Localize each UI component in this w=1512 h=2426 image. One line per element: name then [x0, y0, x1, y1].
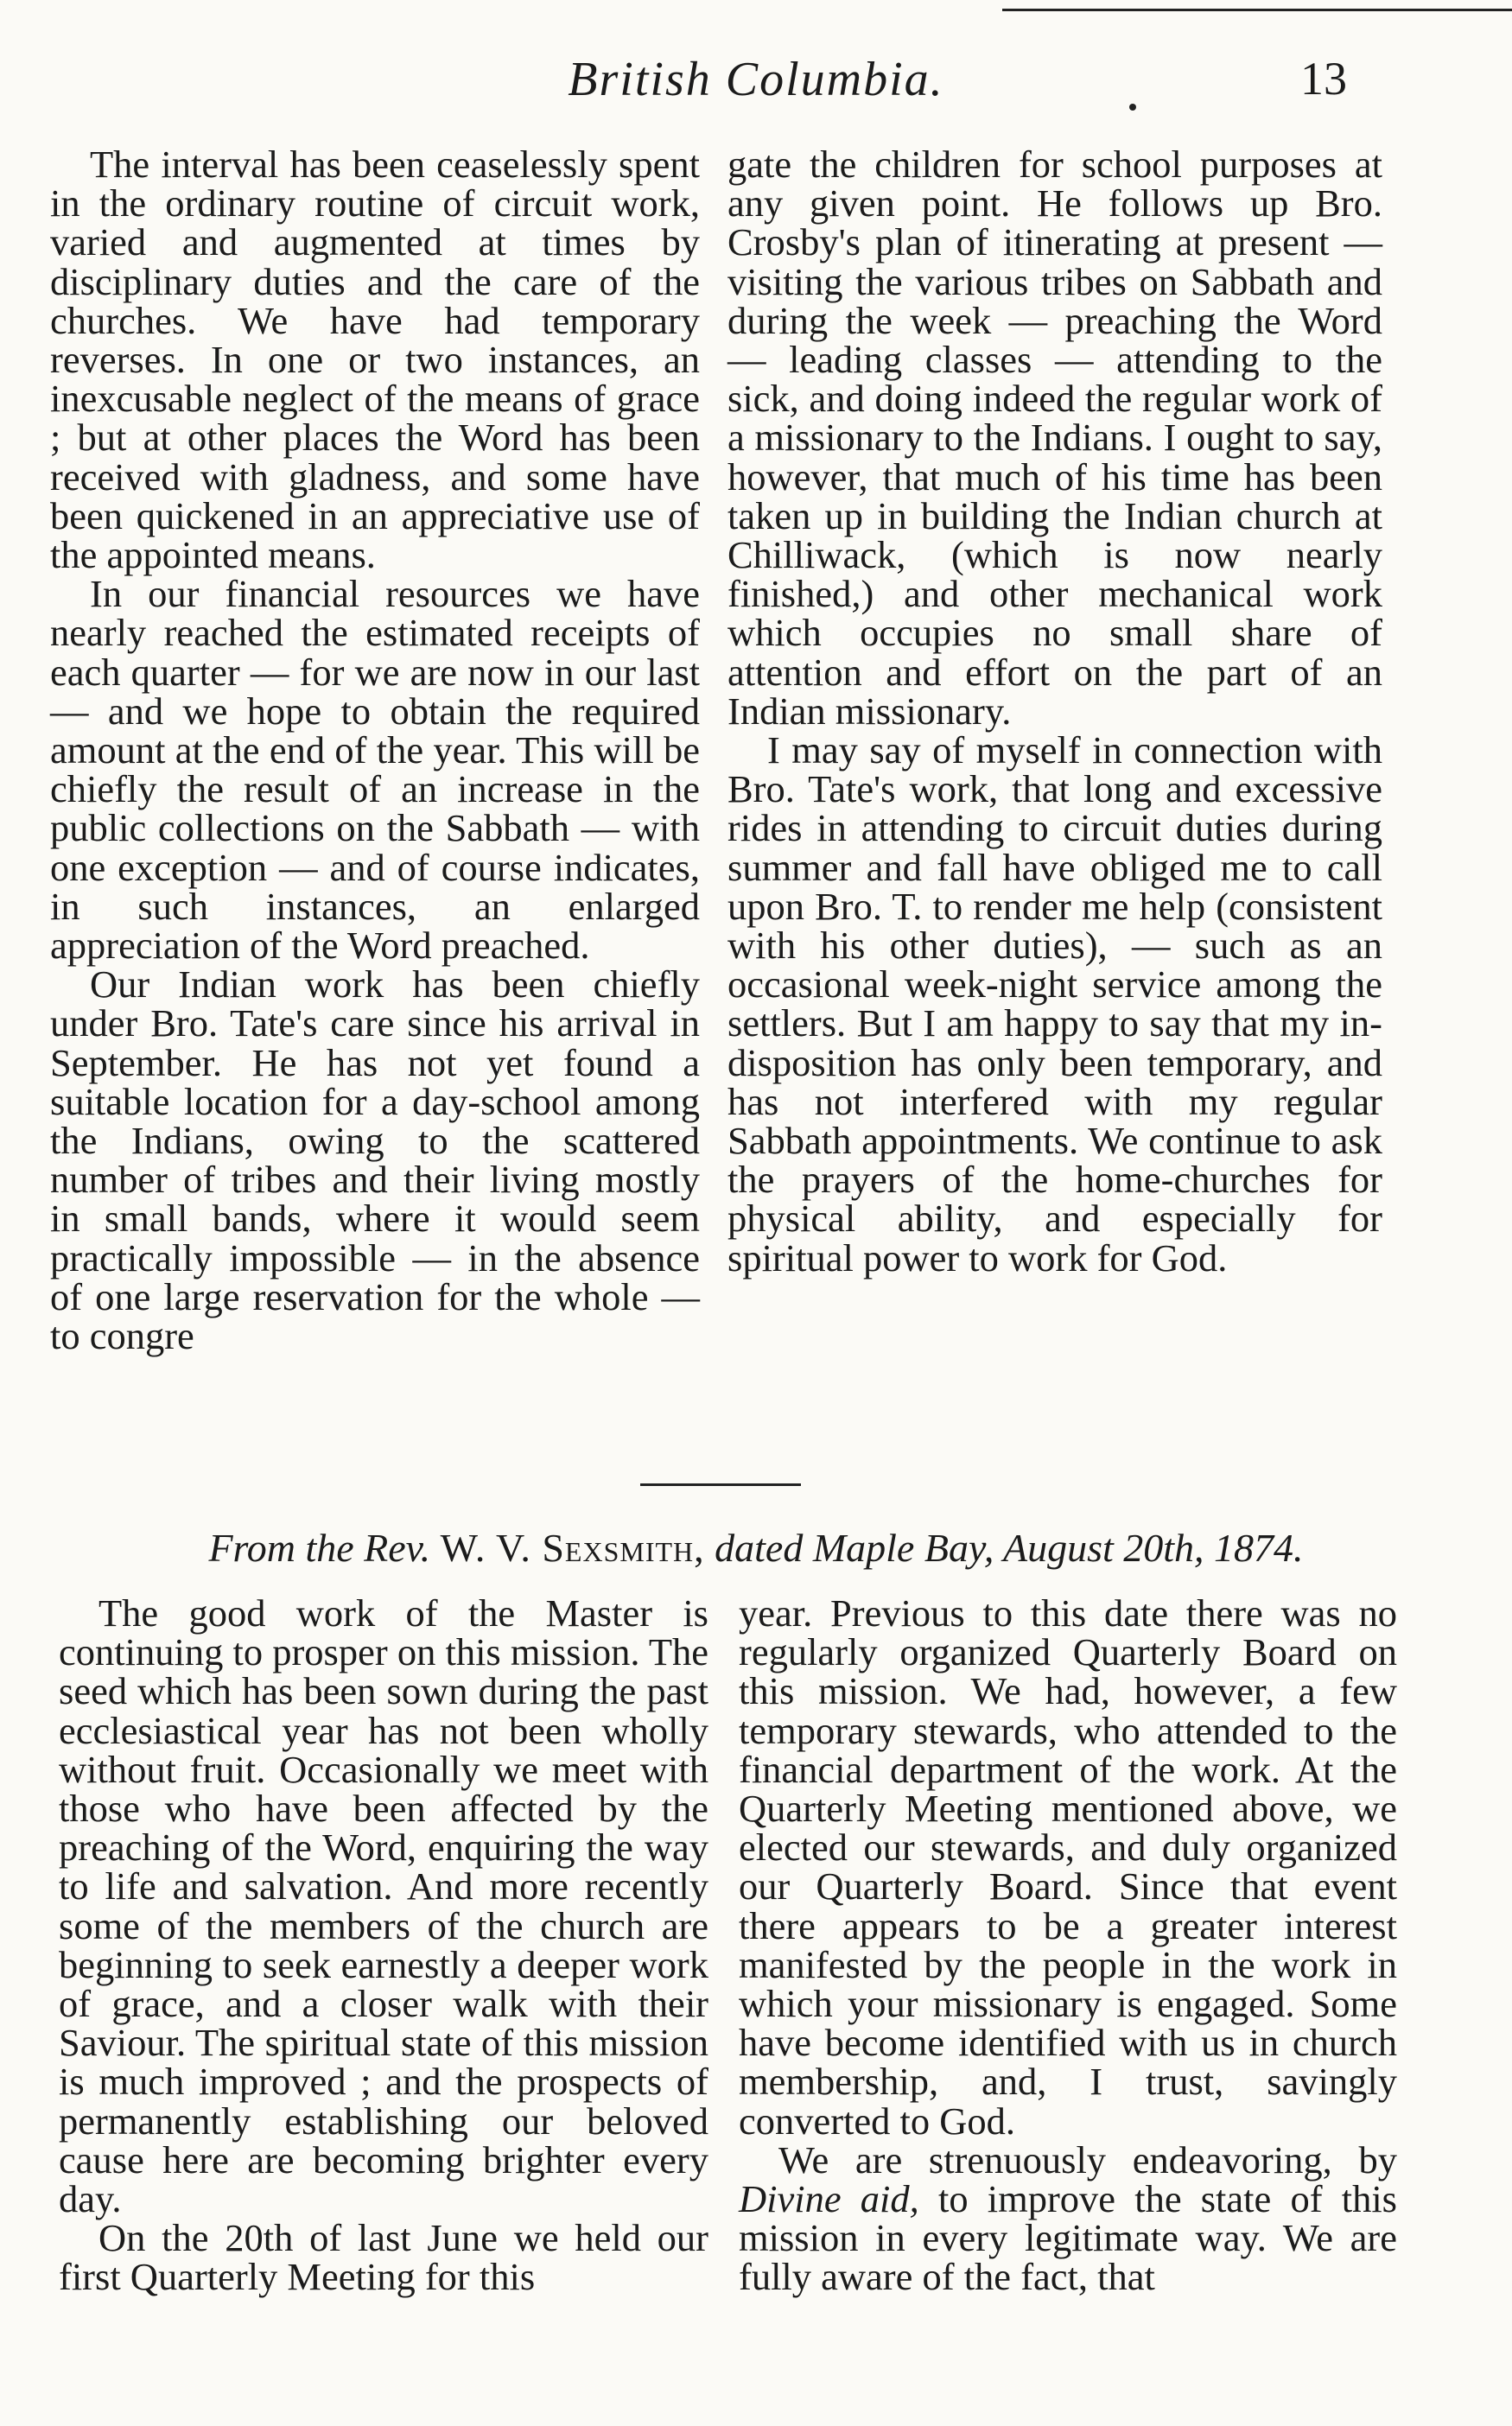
byline-from: From the Rev.: [208, 1526, 431, 1570]
article2-paragraph-2-end: year. Previous to this date there was no regularly organized Quarterly Board on this mission. We had, however, a few temporary stewards, who attended to the financial department of the work. At the Quarterly Meeting mentioned above, we elected our stewards, and duly organized our Quarterly Board. Since that event there appears to be a greater interest manifested by the people in the work in which your missionary is engaged. Some have become identified with us in church membership, and, I trust, savingly converted to God.: [739, 1591, 1397, 2143]
article1-column-right: [727, 145, 1382, 1278]
top-rule: [1002, 9, 1512, 11]
article2-column-right: [739, 1591, 1397, 2299]
article1-paragraph-4: I may say of myself in connection with Bro. Tate's work, that long and excessive rides in attending to circuit duties during summer and fall have obliged me to call upon Bro. T. to render me help (consistent with his other duties), — such as an occasional week-night service among the settlers. But I am happy to say that my indisposition has only been temporary, and has not interfered with my regular Sabbath appointments. We continue to ask the prayers of the home-churches for physical ability, and especially for spiritual power to work for God.: [727, 728, 1382, 1280]
running-title: British Columbia.: [568, 53, 944, 106]
article2-paragraph-3-rest: to improve the state of this mission in every legitimate way. We are fully aware of the fact, that: [739, 2177, 1397, 2299]
article2-divine-aid: Divine aid,: [739, 2177, 919, 2221]
section-divider: [640, 1483, 801, 1486]
article2-paragraph-1: The good work of the Master is continuing to prosper on this mission. The seed which has been sown during the past ecclesiastical year has not been wholly without fruit. Occasionally we meet with those who have been affected by the preaching of the Word, enquiring the way to life and salvation. And more recently some of the members of the church are beginning to seek earnestly a deeper work of grace, and a closer walk with their Saviour. The spiritual state of this mission is much improved ; and the prospects of permanently establishing our beloved cause here are becoming brighter every day.: [59, 1591, 708, 2221]
article1-paragraph-1: The interval has been ceaselessly spent in the ordinary routine of circuit work, varied and augmented at times by disciplinary duties and the care of the churches. We have had temporary reverses. In one or two instances, an inexcusable neglect of the means of grace ; but at other places the Word has been received with gladness, and some have been quickened in an appreciative use of the appointed means.: [50, 143, 700, 577]
article1-paragraph-2: In our financial resources we have nearly reached the estimated receipts of each quarter — for we are now in our last — and we hope to obtain the required amount at the end of the year. This will be chiefly the result of an increase in the public collections on the Sabbath — with one exception — and of course indicates, in such instances, an enlarged appreciation of the Word preached.: [50, 572, 700, 968]
byline-author: W. V. Sexsmith,: [440, 1526, 705, 1570]
article2-paragraph-3: [739, 2137, 1397, 2299]
article2-paragraph-2-start: On the 20th of last June we held our first Quarterly Meeting for this: [59, 2216, 708, 2299]
article2-paragraph-3-start: We are strenuously endeavoring, by: [778, 2137, 1397, 2181]
article1-paragraph-3-start: Our Indian work has been chiefly under Bro. Tate's care since his arrival in September. He has not yet found a suitable location for a day-school among the Indians, owing to the scattered number of tribes and their living mostly in small bands, where it would seem practically impossible — in the absence of one large reservation for the whole — to congre: [50, 962, 700, 1358]
page-number: 13: [1300, 53, 1347, 105]
article1-column-left: [50, 145, 700, 1356]
article2-column-left: [59, 1591, 708, 2299]
letter-byline: [0, 1525, 1512, 1571]
article1-paragraph-3-end: gate the children for school purposes at any given point. He follows up Bro. Crosby's plan of itinerating at present — visiting the various tribes on Sabbath and during the week — preaching the Word — leading classes — attending to the sick, and doing indeed the regular work of a missionary to the Indians. I ought to say, however, that much of his time has been taken up in building the Indian church at Chilliwack, (which is now nearly finished,) and other mechanical work which occupies no small share of attention and effort on the part of an Indian missionary.: [727, 143, 1382, 733]
byline-dated: dated Maple Bay, August 20th, 1874.: [715, 1526, 1304, 1570]
print-speck: [1129, 104, 1136, 111]
